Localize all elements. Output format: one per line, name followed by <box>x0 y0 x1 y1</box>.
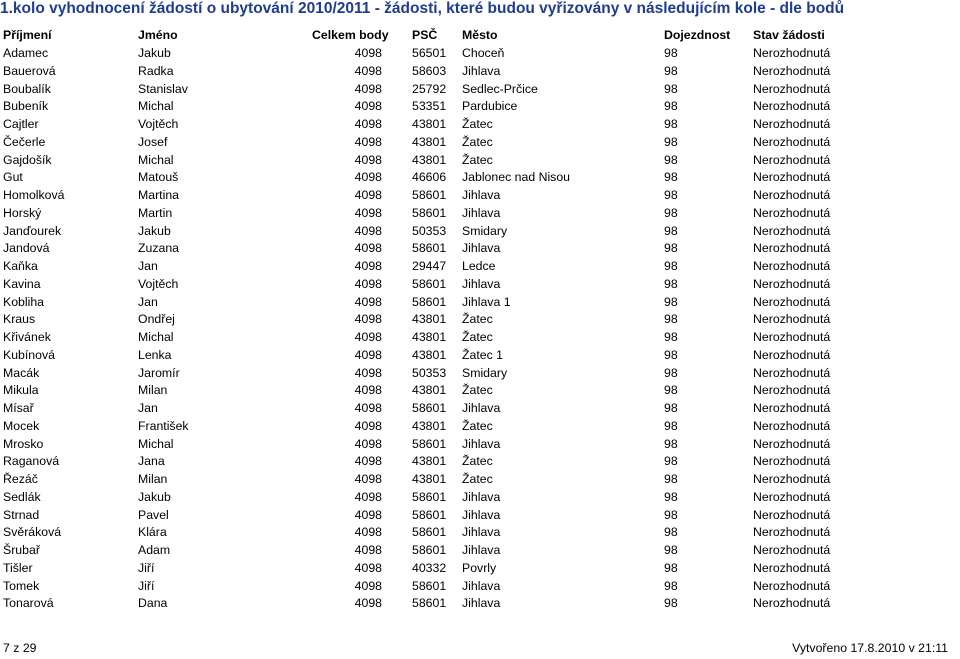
surname-cell: Kubínová <box>3 347 55 362</box>
table-row <box>0 489 960 507</box>
points-cell: 4098 <box>354 454 382 469</box>
points-cell: 4098 <box>354 312 382 327</box>
commute-cell: 98 <box>664 596 678 611</box>
postal-code-cell: 58601 <box>412 525 447 540</box>
surname-cell: Strnad <box>3 507 40 522</box>
postal-code-cell: 58601 <box>412 241 447 256</box>
points-cell: 4098 <box>354 543 382 558</box>
first-name-cell: Jana <box>138 454 165 469</box>
points-cell: 4098 <box>354 223 382 238</box>
commute-cell: 98 <box>664 489 678 504</box>
city-cell: Jihlava <box>462 596 501 611</box>
commute-cell: 98 <box>664 401 678 416</box>
commute-cell: 98 <box>664 312 678 327</box>
city-cell: Jihlava <box>462 543 501 558</box>
table-row <box>0 294 960 312</box>
points-cell: 4098 <box>354 383 382 398</box>
first-name-cell: Ondřej <box>138 312 175 327</box>
city-cell: Jihlava <box>462 63 501 78</box>
points-cell: 4098 <box>354 188 382 203</box>
city-cell: Žatec <box>462 117 493 132</box>
surname-cell: Janďourek <box>3 223 62 238</box>
status-cell: Nerozhodnutá <box>753 294 831 309</box>
status-cell: Nerozhodnutá <box>753 63 831 78</box>
commute-cell: 98 <box>664 259 678 274</box>
table-row <box>0 81 960 99</box>
points-cell: 4098 <box>354 99 382 114</box>
first-name-cell: Michal <box>138 330 174 345</box>
city-cell: Žatec <box>462 418 493 433</box>
city-cell: Smidary <box>462 223 508 238</box>
first-name-cell: Jakub <box>138 223 171 238</box>
points-cell: 4098 <box>354 472 382 487</box>
table-row <box>0 152 960 170</box>
status-cell: Nerozhodnutá <box>753 507 831 522</box>
table-row <box>0 205 960 223</box>
city-cell: Povrly <box>462 560 497 575</box>
first-name-cell: Radka <box>138 63 174 78</box>
table-row <box>0 63 960 81</box>
surname-cell: Cajtler <box>3 117 39 132</box>
status-cell: Nerozhodnutá <box>753 312 831 327</box>
first-name-cell: Jiří <box>138 560 155 575</box>
status-cell: Nerozhodnutá <box>753 241 831 256</box>
table-row <box>0 471 960 489</box>
surname-cell: Mísař <box>3 401 34 416</box>
status-cell: Nerozhodnutá <box>753 205 831 220</box>
surname-cell: Boubalík <box>3 81 51 96</box>
surname-cell: Řezáč <box>3 472 38 487</box>
postal-code-cell: 58601 <box>412 205 447 220</box>
first-name-cell: Stanislav <box>138 81 188 96</box>
status-cell: Nerozhodnutá <box>753 596 831 611</box>
commute-cell: 98 <box>664 454 678 469</box>
surname-cell: Adamec <box>3 46 49 61</box>
column-header-city: Město <box>462 28 498 42</box>
surname-cell: Mrosko <box>3 436 44 451</box>
table-row <box>0 595 960 613</box>
postal-code-cell: 43801 <box>412 134 447 149</box>
points-cell: 4098 <box>354 259 382 274</box>
city-cell: Jihlava <box>462 525 501 540</box>
surname-cell: Bubeník <box>3 99 49 114</box>
table-row <box>0 524 960 542</box>
postal-code-cell: 58601 <box>412 489 447 504</box>
table-row <box>0 134 960 152</box>
postal-code-cell: 58603 <box>412 63 447 78</box>
postal-code-cell: 58601 <box>412 578 447 593</box>
status-cell: Nerozhodnutá <box>753 188 831 203</box>
status-cell: Nerozhodnutá <box>753 436 831 451</box>
points-cell: 4098 <box>354 134 382 149</box>
table-row <box>0 436 960 454</box>
column-header-surname: Příjmení <box>3 28 52 42</box>
first-name-cell: Michal <box>138 436 174 451</box>
status-cell: Nerozhodnutá <box>753 418 831 433</box>
postal-code-cell: 43801 <box>412 418 447 433</box>
city-cell: Jablonec nad Nisou <box>462 170 571 185</box>
first-name-cell: Michal <box>138 99 174 114</box>
first-name-cell: Martina <box>138 188 180 203</box>
surname-cell: Jandová <box>3 241 50 256</box>
points-cell: 4098 <box>354 152 382 167</box>
points-cell: 4098 <box>354 365 382 380</box>
surname-cell: Mocek <box>3 418 40 433</box>
commute-cell: 98 <box>664 330 678 345</box>
postal-code-cell: 25792 <box>412 81 447 96</box>
table-row <box>0 382 960 400</box>
postal-code-cell: 46606 <box>412 170 447 185</box>
table-row <box>0 223 960 241</box>
first-name-cell: Jiří <box>138 578 155 593</box>
points-cell: 4098 <box>354 578 382 593</box>
postal-code-cell: 43801 <box>412 347 447 362</box>
points-cell: 4098 <box>354 436 382 451</box>
city-cell: Žatec <box>462 134 493 149</box>
first-name-cell: Vojtěch <box>138 276 179 291</box>
table-row <box>0 507 960 525</box>
postal-code-cell: 43801 <box>412 472 447 487</box>
table-row <box>0 578 960 596</box>
surname-cell: Kaňka <box>3 259 38 274</box>
points-cell: 4098 <box>354 46 382 61</box>
first-name-cell: Martin <box>138 205 173 220</box>
table-row <box>0 98 960 116</box>
surname-cell: Kobliha <box>3 294 45 309</box>
status-cell: Nerozhodnutá <box>753 46 831 61</box>
column-header-first-name: Jméno <box>138 28 178 42</box>
surname-cell: Tomek <box>3 578 40 593</box>
postal-code-cell: 29447 <box>412 259 447 274</box>
city-cell: Jihlava <box>462 436 501 451</box>
points-cell: 4098 <box>354 560 382 575</box>
points-cell: 4098 <box>354 205 382 220</box>
commute-cell: 98 <box>664 418 678 433</box>
city-cell: Jihlava <box>462 241 501 256</box>
commute-cell: 98 <box>664 170 678 185</box>
city-cell: Žatec <box>462 472 493 487</box>
first-name-cell: Jakub <box>138 46 171 61</box>
postal-code-cell: 58601 <box>412 294 447 309</box>
status-cell: Nerozhodnutá <box>753 489 831 504</box>
status-cell: Nerozhodnutá <box>753 454 831 469</box>
postal-code-cell: 50353 <box>412 365 447 380</box>
points-cell: 4098 <box>354 418 382 433</box>
commute-cell: 98 <box>664 436 678 451</box>
page-title: 1.kolo vyhodnocení žádostí o ubytování 2010/2011 - žádosti, které budou vyřizovány v následujícím kole - dle bodů <box>0 0 845 17</box>
first-name-cell: Milan <box>138 472 168 487</box>
status-cell: Nerozhodnutá <box>753 259 831 274</box>
city-cell: Žatec 1 <box>462 347 504 362</box>
city-cell: Žatec <box>462 383 493 398</box>
commute-cell: 98 <box>664 134 678 149</box>
city-cell: Jihlava <box>462 578 501 593</box>
surname-cell: Horský <box>3 205 42 220</box>
status-cell: Nerozhodnutá <box>753 578 831 593</box>
status-cell: Nerozhodnutá <box>753 134 831 149</box>
commute-cell: 98 <box>664 525 678 540</box>
commute-cell: 98 <box>664 347 678 362</box>
first-name-cell: Dana <box>138 596 168 611</box>
city-cell: Jihlava <box>462 507 501 522</box>
first-name-cell: Vojtěch <box>138 117 179 132</box>
status-cell: Nerozhodnutá <box>753 223 831 238</box>
table-row <box>0 276 960 294</box>
status-cell: Nerozhodnutá <box>753 170 831 185</box>
city-cell: Jihlava <box>462 401 501 416</box>
table-row <box>0 169 960 187</box>
table-row <box>0 400 960 418</box>
postal-code-cell: 56501 <box>412 46 447 61</box>
table-row <box>0 116 960 134</box>
points-cell: 4098 <box>354 81 382 96</box>
first-name-cell: Michal <box>138 152 174 167</box>
status-cell: Nerozhodnutá <box>753 365 831 380</box>
surname-cell: Tonarová <box>3 596 54 611</box>
commute-cell: 98 <box>664 578 678 593</box>
postal-code-cell: 50353 <box>412 223 447 238</box>
surname-cell: Tišler <box>3 560 33 575</box>
surname-cell: Bauerová <box>3 63 56 78</box>
city-cell: Žatec <box>462 330 493 345</box>
table-row <box>0 560 960 578</box>
status-cell: Nerozhodnutá <box>753 543 831 558</box>
commute-cell: 98 <box>664 276 678 291</box>
surname-cell: Kraus <box>3 312 36 327</box>
postal-code-cell: 58601 <box>412 507 447 522</box>
points-cell: 4098 <box>354 241 382 256</box>
status-cell: Nerozhodnutá <box>753 117 831 132</box>
first-name-cell: Jan <box>138 294 158 309</box>
first-name-cell: Jan <box>138 259 158 274</box>
table-row <box>0 347 960 365</box>
status-cell: Nerozhodnutá <box>753 347 831 362</box>
city-cell: Žatec <box>462 152 493 167</box>
status-cell: Nerozhodnutá <box>753 99 831 114</box>
postal-code-cell: 53351 <box>412 99 447 114</box>
postal-code-cell: 43801 <box>412 454 447 469</box>
first-name-cell: Jaromír <box>138 365 180 380</box>
commute-cell: 98 <box>664 99 678 114</box>
surname-cell: Kavina <box>3 276 41 291</box>
status-cell: Nerozhodnutá <box>753 472 831 487</box>
first-name-cell: Milan <box>138 383 168 398</box>
points-cell: 4098 <box>354 294 382 309</box>
city-cell: Sedlec-Prčice <box>462 81 538 96</box>
commute-cell: 98 <box>664 365 678 380</box>
points-cell: 4098 <box>354 596 382 611</box>
column-header-postal-code: PSČ <box>412 28 438 42</box>
status-cell: Nerozhodnutá <box>753 152 831 167</box>
commute-cell: 98 <box>664 241 678 256</box>
surname-cell: Gajdošík <box>3 152 52 167</box>
postal-code-cell: 58601 <box>412 543 447 558</box>
commute-cell: 98 <box>664 63 678 78</box>
postal-code-cell: 43801 <box>412 383 447 398</box>
commute-cell: 98 <box>664 152 678 167</box>
status-cell: Nerozhodnutá <box>753 525 831 540</box>
first-name-cell: Klára <box>138 525 167 540</box>
status-cell: Nerozhodnutá <box>753 330 831 345</box>
status-cell: Nerozhodnutá <box>753 401 831 416</box>
city-cell: Jihlava <box>462 489 501 504</box>
postal-code-cell: 43801 <box>412 117 447 132</box>
surname-cell: Čečerle <box>3 134 46 149</box>
table-row <box>0 45 960 63</box>
postal-code-cell: 43801 <box>412 330 447 345</box>
surname-cell: Macák <box>3 365 40 380</box>
table-row <box>0 187 960 205</box>
commute-cell: 98 <box>664 543 678 558</box>
surname-cell: Křivánek <box>3 330 51 345</box>
city-cell: Žatec <box>462 454 493 469</box>
commute-cell: 98 <box>664 383 678 398</box>
points-cell: 4098 <box>354 276 382 291</box>
postal-code-cell: 43801 <box>412 312 447 327</box>
postal-code-cell: 58601 <box>412 436 447 451</box>
table-row <box>0 453 960 471</box>
status-cell: Nerozhodnutá <box>753 383 831 398</box>
first-name-cell: Jan <box>138 401 158 416</box>
table-header <box>0 27 960 45</box>
commute-cell: 98 <box>664 81 678 96</box>
status-cell: Nerozhodnutá <box>753 276 831 291</box>
city-cell: Jihlava <box>462 205 501 220</box>
commute-cell: 98 <box>664 188 678 203</box>
points-cell: 4098 <box>354 347 382 362</box>
city-cell: Jihlava 1 <box>462 294 511 309</box>
first-name-cell: Josef <box>138 134 168 149</box>
surname-cell: Raganová <box>3 454 60 469</box>
city-cell: Choceň <box>462 46 505 61</box>
table-row <box>0 240 960 258</box>
city-cell: Ledce <box>462 259 496 274</box>
table-row <box>0 258 960 276</box>
page-footer <box>0 641 960 659</box>
surname-cell: Mikula <box>3 383 39 398</box>
first-name-cell: Matouš <box>138 170 179 185</box>
points-cell: 4098 <box>354 63 382 78</box>
city-cell: Smidary <box>462 365 508 380</box>
commute-cell: 98 <box>664 507 678 522</box>
points-cell: 4098 <box>354 507 382 522</box>
commute-cell: 98 <box>664 472 678 487</box>
surname-cell: Sedlák <box>3 489 41 504</box>
commute-cell: 98 <box>664 46 678 61</box>
commute-cell: 98 <box>664 294 678 309</box>
postal-code-cell: 58601 <box>412 188 447 203</box>
first-name-cell: Adam <box>138 543 171 558</box>
commute-cell: 98 <box>664 205 678 220</box>
table-row <box>0 311 960 329</box>
first-name-cell: Lenka <box>138 347 172 362</box>
postal-code-cell: 58601 <box>412 596 447 611</box>
page-number: 7 z 29 <box>3 641 37 655</box>
postal-code-cell: 40332 <box>412 560 447 575</box>
commute-cell: 98 <box>664 560 678 575</box>
points-cell: 4098 <box>354 170 382 185</box>
created-timestamp: Vytvořeno 17.8.2010 v 21:11 <box>792 641 948 655</box>
points-cell: 4098 <box>354 330 382 345</box>
city-cell: Žatec <box>462 312 493 327</box>
column-header-points: Celkem body <box>312 28 389 42</box>
points-cell: 4098 <box>354 117 382 132</box>
first-name-cell: František <box>138 418 189 433</box>
status-cell: Nerozhodnutá <box>753 560 831 575</box>
first-name-cell: Jakub <box>138 489 171 504</box>
postal-code-cell: 58601 <box>412 401 447 416</box>
table-row <box>0 542 960 560</box>
points-cell: 4098 <box>354 401 382 416</box>
city-cell: Jihlava <box>462 276 501 291</box>
column-header-commute: Dojezdnost <box>664 28 731 42</box>
postal-code-cell: 58601 <box>412 276 447 291</box>
column-header-status: Stav žádosti <box>753 28 825 42</box>
table-row <box>0 365 960 383</box>
commute-cell: 98 <box>664 117 678 132</box>
surname-cell: Homolková <box>3 188 65 203</box>
status-cell: Nerozhodnutá <box>753 81 831 96</box>
first-name-cell: Zuzana <box>138 241 180 256</box>
commute-cell: 98 <box>664 223 678 238</box>
postal-code-cell: 43801 <box>412 152 447 167</box>
city-cell: Jihlava <box>462 188 501 203</box>
table-row <box>0 329 960 347</box>
first-name-cell: Pavel <box>138 507 169 522</box>
city-cell: Pardubice <box>462 99 518 114</box>
surname-cell: Šrubař <box>3 543 40 558</box>
points-cell: 4098 <box>354 489 382 504</box>
table-row <box>0 418 960 436</box>
surname-cell: Svěráková <box>3 525 62 540</box>
surname-cell: Gut <box>3 170 23 185</box>
points-cell: 4098 <box>354 525 382 540</box>
